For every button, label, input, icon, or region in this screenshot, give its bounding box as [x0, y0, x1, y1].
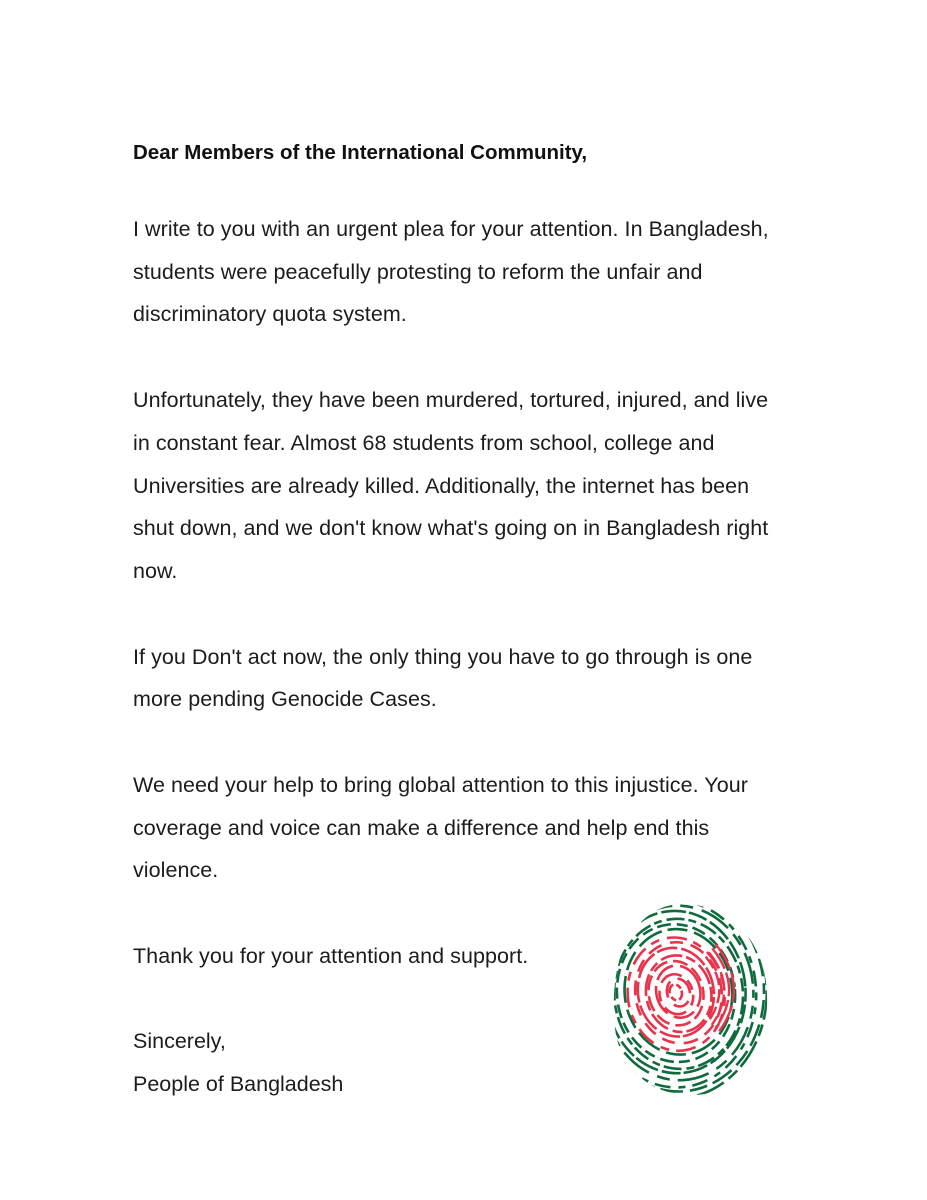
paragraph-line: violence.	[133, 858, 219, 883]
fingerprint-ridge-red	[668, 983, 684, 1002]
paragraph-line: Thank you for your attention and support.	[133, 944, 529, 969]
paragraph-line: coverage and voice can make a difference and help end this	[133, 815, 710, 840]
paragraph-line: students were peacefully protesting to reform the unfair and	[133, 259, 703, 284]
paragraph-line: I write to you with an urgent plea for your attention. In Bangladesh,	[133, 217, 769, 241]
paragraph-line: Universities are already killed. Additionally, the internet has been	[133, 473, 750, 498]
paragraph-line: in constant fear. Almost 68 students from school, college and	[133, 430, 715, 455]
letter-paragraph	[133, 764, 853, 892]
fingerprint-ridge-red	[655, 970, 698, 1018]
paragraph-line: Unfortunately, they have been murdered, tortured, injured, and live	[133, 388, 769, 413]
paragraph-line: We need your help to bring global attention to this injustice. Your	[133, 773, 748, 798]
paragraph-line: If you Don't act now, the only thing you have to go through is one	[133, 644, 753, 669]
fingerprint-graphic	[605, 898, 771, 1098]
closing-line: Sincerely,	[133, 1028, 226, 1053]
paragraph-line: shut down, and we don't know what's going on in Bangladesh right	[133, 516, 769, 541]
fingerprint-bangladesh-flag-icon	[605, 898, 771, 1098]
letter-paragraph	[133, 379, 853, 593]
paragraph-line: now.	[133, 558, 178, 583]
paragraph-line: more pending Genocide Cases.	[133, 687, 437, 712]
letter-salutation: Dear Members of the International Community,	[133, 141, 588, 164]
signature-line: People of Bangladesh	[133, 1071, 344, 1096]
letter-paragraph	[133, 636, 853, 721]
letter-paragraph	[133, 208, 853, 336]
paragraph-line: discriminatory quota system.	[133, 302, 407, 327]
